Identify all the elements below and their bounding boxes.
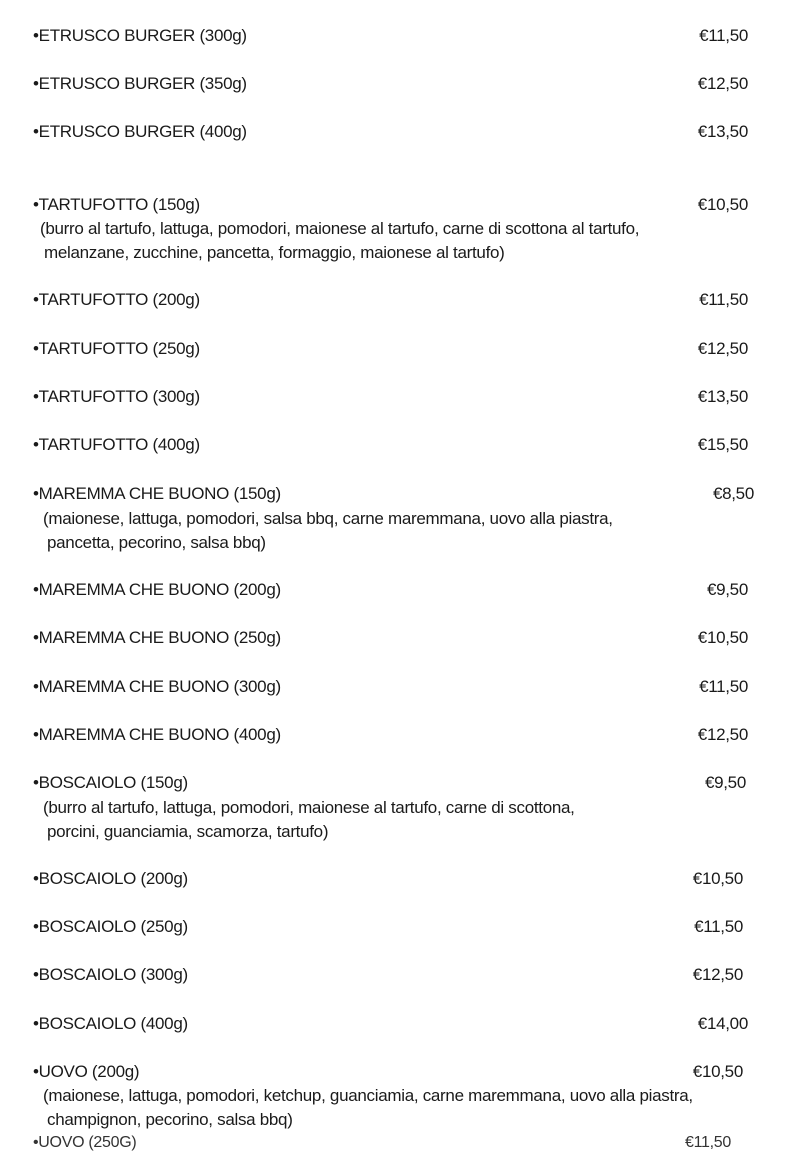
menu-item-price: €11,50 — [685, 1134, 731, 1151]
menu-item-name: •BOSCAIOLO (200g) — [33, 869, 188, 888]
description-line: melanzane, zucchine, pancetta, formaggio, maionese al tartufo) — [44, 243, 505, 262]
menu-item-name: •TARTUFOTTO (300g) — [33, 387, 200, 406]
description-line: champignon, pecorino, salsa bbq) — [47, 1110, 293, 1129]
menu-item-name: •MAREMMA CHE BUONO (250g) — [33, 628, 281, 647]
menu-item-description — [43, 796, 575, 844]
description-line: pancetta, pecorino, salsa bbq) — [47, 533, 266, 552]
menu-item-price: €9,50 — [704, 773, 746, 792]
menu-item-price: €11,50 — [699, 677, 748, 696]
menu-item-price: €12,50 — [697, 339, 748, 358]
menu-item-name: •MAREMMA CHE BUONO (300g) — [33, 677, 281, 696]
menu-item-price: €15,50 — [697, 435, 748, 454]
menu-item-name: •BOSCAIOLO (150g) — [33, 773, 188, 792]
menu-item-name: •MAREMMA CHE BUONO (200g) — [33, 580, 281, 599]
menu-item-name: •BOSCAIOLO (250g) — [33, 917, 188, 936]
menu-item-price: €11,50 — [699, 26, 748, 45]
menu-item-price: €14,00 — [697, 1014, 748, 1033]
menu-item-price: €12,50 — [692, 965, 743, 984]
description-line: (burro al tartufo, lattuga, pomodori, maionese al tartufo, carne di scottona, — [43, 798, 575, 817]
menu-item-price: €9,50 — [706, 580, 748, 599]
menu-item-name: •BOSCAIOLO (300g) — [33, 965, 188, 984]
menu-item-name: •MAREMMA CHE BUONO (150g) — [33, 484, 281, 503]
menu-item-name: •ETRUSCO BURGER (300g) — [33, 26, 247, 45]
menu-item-name: •TARTUFOTTO (200g) — [33, 290, 200, 309]
menu-item-description — [43, 1084, 693, 1132]
menu-item-price: €10,50 — [697, 628, 748, 647]
menu-item-price: €8,50 — [712, 484, 754, 503]
menu-item-name: •UOVO (200g) — [33, 1062, 140, 1081]
menu-item-name: •TARTUFOTTO (400g) — [33, 435, 200, 454]
description-line: (maionese, lattuga, pomodori, ketchup, guanciamia, carne maremmana, uovo alla piastra, — [43, 1086, 693, 1105]
description-line: porcini, guanciamia, scamorza, tartufo) — [47, 822, 329, 841]
menu-item-price: €11,50 — [694, 917, 743, 936]
menu-item-name: •TARTUFOTTO (250g) — [33, 339, 200, 358]
menu-item-name: •UOVO (250G) — [33, 1134, 137, 1151]
menu-item-description — [43, 507, 613, 555]
menu-item-price: €10,50 — [692, 869, 743, 888]
menu-item-name: •TARTUFOTTO (150g) — [33, 195, 200, 214]
description-line: (maionese, lattuga, pomodori, salsa bbq, carne maremmana, uovo alla piastra, — [43, 509, 613, 528]
menu-item-description — [40, 217, 639, 265]
menu-item-price: €10,50 — [697, 195, 748, 214]
menu-item-name: •MAREMMA CHE BUONO (400g) — [33, 725, 281, 744]
menu-item-price: €13,50 — [697, 387, 748, 406]
menu-item-name: •BOSCAIOLO (400g) — [33, 1014, 188, 1033]
menu-item-price: €11,50 — [699, 290, 748, 309]
menu-item-price: €13,50 — [697, 122, 748, 141]
menu-item-price: €12,50 — [697, 725, 748, 744]
menu-item-name: •ETRUSCO BURGER (350g) — [33, 74, 247, 93]
menu-item-name: •ETRUSCO BURGER (400g) — [33, 122, 247, 141]
menu-item-price: €10,50 — [692, 1062, 743, 1081]
menu-item-price: €12,50 — [697, 74, 748, 93]
description-line: (burro al tartufo, lattuga, pomodori, maionese al tartufo, carne di scottona al tartufo, — [40, 219, 640, 238]
